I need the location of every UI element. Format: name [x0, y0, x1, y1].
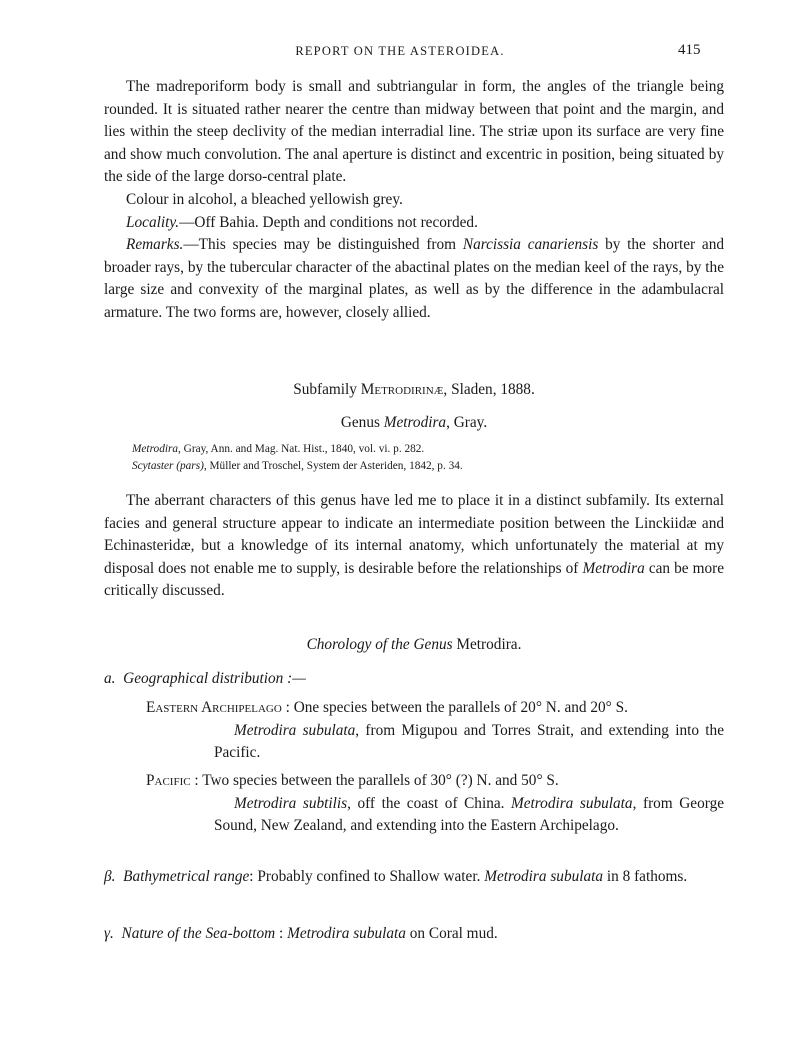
geo-distribution-heading — [104, 668, 306, 691]
bathy-label: Bathymetrical range — [123, 868, 250, 885]
synonym-entry: Scytaster (pars), Müller and Troschel, System der Asteriden, 1842, p. 34. — [132, 460, 463, 472]
remarks-text-a: This species may be distinguished from — [198, 236, 463, 254]
eastern-archipelago-entry: Eastern Archipelago : One species between the parallels of 20° N. and 20° S. Metrodira subulata, from Migupou and Torres Strait, and extending into the Pacific. — [146, 699, 724, 762]
remarks-paragraph — [104, 234, 724, 324]
bathy-marker: β. — [104, 868, 116, 885]
subfamily-heading: Subfamily Metrodirinæ, Sladen, 1888. — [293, 381, 535, 398]
locality-label: Locality. — [126, 213, 180, 231]
discussion-paragraph: The aberrant characters of this genus have led me to place it in a distinct subfamily. Its external facies and general structure appear to indicate an intermediate position between the Linckiidæ and Echinasteridæ, but a knowledge of its internal anatomy, which unfortunately the material at my disposal does not enable me to supply, is desirable before the relationships of Metrodira can be more critically discussed. — [104, 492, 724, 600]
region-pacific: Pacific — [146, 772, 191, 789]
remarks-species: Narcissia canariensis — [462, 236, 599, 254]
page-number: 415 — [678, 42, 701, 58]
remarks-text-b: by the shorter and broader rays, by the tubercular character of the abactinal plates on the median keel of the rays, by the large size and convexity of the marginal plates, as well as by the difference in the adambulacral armature. The two forms are, however, closely allied. — [104, 236, 724, 321]
discussion-genus: Metrodira — [582, 559, 645, 577]
locality-text: Off Bahia. Depth and conditions not recorded. — [194, 213, 478, 231]
bathymetrical-entry: β. Bathymetrical range: Probably confined to Shallow water. Metrodira subulata in 8 fathoms. — [104, 868, 688, 885]
pacific-entry: Pacific : Two species between the parallels of 30° (?) N. and 50° S. Metrodira subtilis, off the coast of China. Metrodira subulata, from George Sound, New Zealand, and extending into the Eastern Archipelago. — [146, 772, 725, 835]
locality-dash: — — [179, 213, 195, 231]
colour-paragraph: Colour in alcohol, a bleached yellowish grey. — [126, 190, 403, 208]
synonymy-list — [132, 441, 692, 475]
eastern-species: Metrodira subulata — [234, 721, 356, 739]
genus-discussion — [104, 490, 724, 603]
genus-name: Metrodira — [383, 414, 447, 431]
remarks-label: Remarks. — [126, 236, 184, 254]
locality-paragraph — [104, 212, 724, 235]
pacific-species-1: Metrodira subtilis — [234, 794, 348, 812]
region-eastern: Eastern Archipelago — [146, 699, 282, 716]
bottom-species: Metrodira subulata — [287, 925, 406, 942]
remarks-dash: — — [183, 236, 199, 254]
geo-label: Geographical distribution :— — [123, 670, 306, 687]
geo-marker: a. — [104, 670, 116, 687]
madreporite-paragraph: The madreporiform body is small and subtriangular in form, the angles of the triangle being rounded. It is situated rather nearer the centre than midway between that point and the margin, and lies within the steep declivity of the median interradial line. The striæ upon its surface are very fine and show much convolution. The anal aperture is distinct and excentric in position, being situated by the side of the large dorso-central plate. — [104, 78, 724, 186]
bathy-species: Metrodira subulata — [484, 868, 604, 885]
bottom-marker: γ. — [104, 925, 114, 942]
running-header: REPORT ON THE ASTEROIDEA. — [295, 44, 505, 58]
bottom-label: Nature of the Sea-bottom — [121, 925, 276, 942]
chorology-heading: Chorology of the Genus Metrodira. — [306, 636, 522, 653]
genus-heading: Genus Metrodira, Gray. — [340, 414, 488, 431]
description-block — [104, 76, 724, 325]
subfamily-name: Metrodirinæ — [360, 381, 444, 398]
sea-bottom-entry: γ. Nature of the Sea-bottom : Metrodira subulata on Coral mud. — [104, 925, 498, 942]
synonym-entry: Metrodira, Gray, Ann. and Mag. Nat. Hist., 1840, vol. vi. p. 282. — [132, 443, 425, 455]
pacific-species-2: Metrodira subulata — [511, 794, 633, 812]
